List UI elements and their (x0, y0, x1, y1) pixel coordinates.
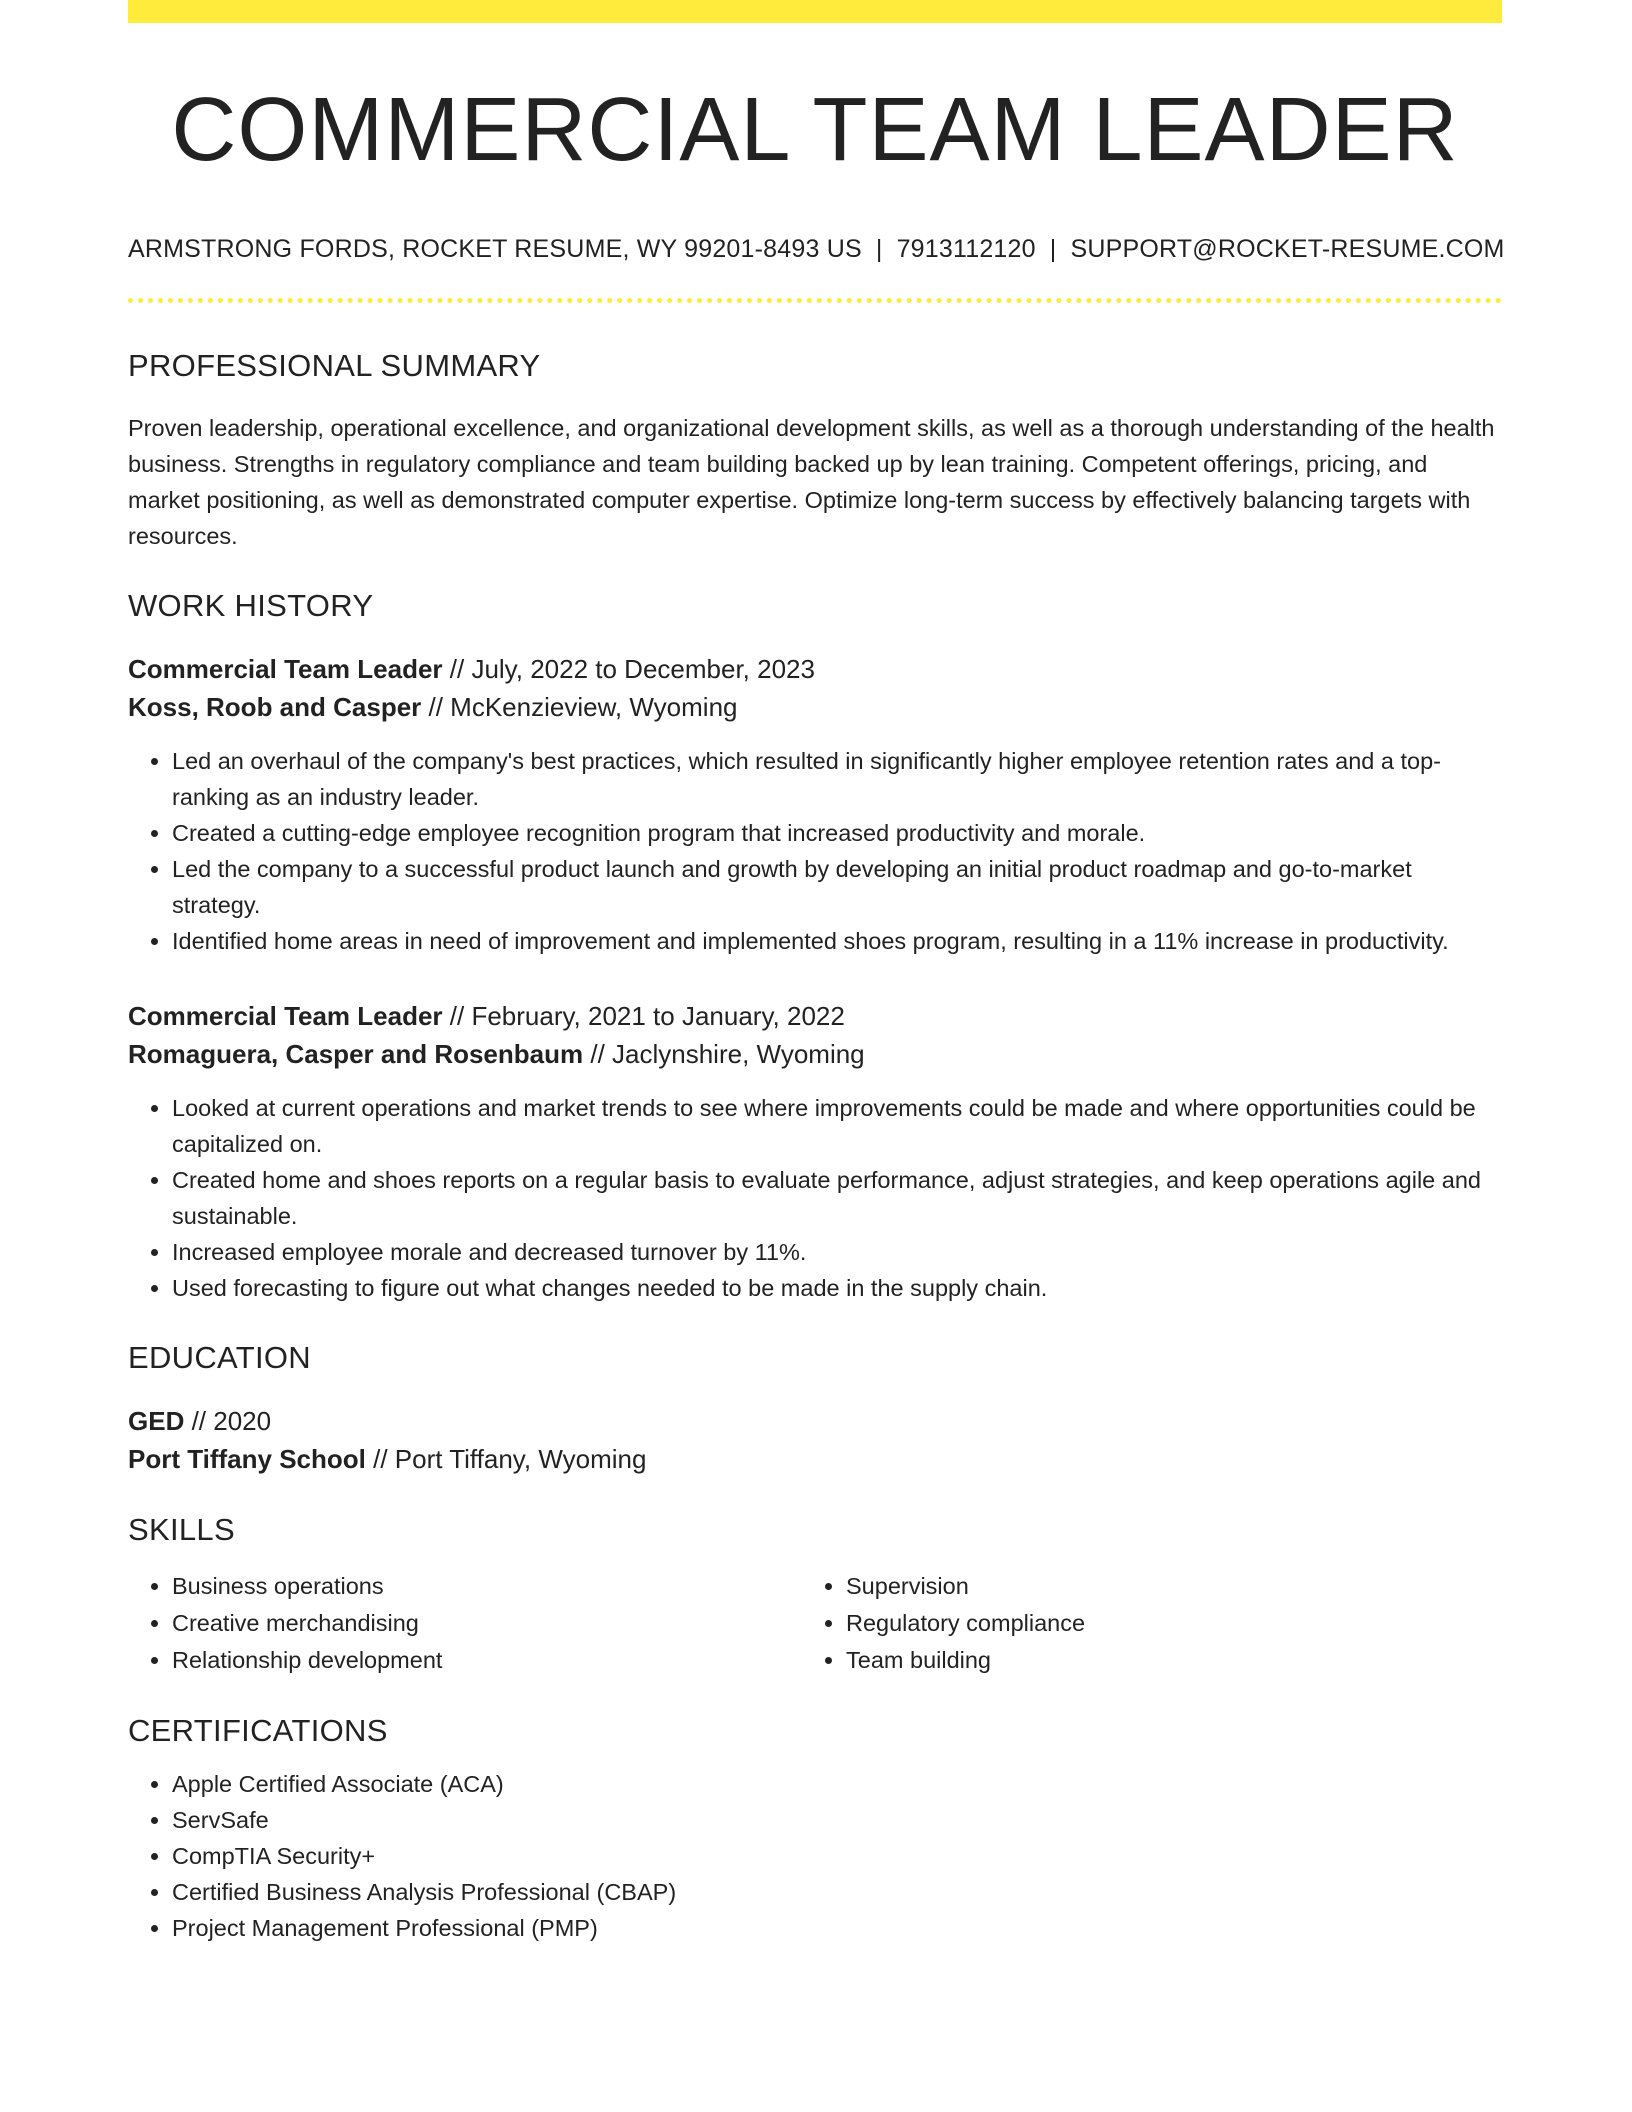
skills-list-right (802, 1568, 1476, 1679)
job-company-line (128, 688, 1502, 726)
certifications-list (128, 1766, 1502, 1946)
job-location: // McKenzieview, Wyoming (421, 692, 738, 722)
job-role: Commercial Team Leader (128, 654, 443, 684)
work-history-heading: WORK HISTORY (128, 588, 374, 623)
certification-item: • Project Management Professional (PMP) (172, 1910, 1502, 1946)
job-bullet: • Increased employee morale and decreased turnover by 11%. (172, 1234, 1502, 1270)
education-section (128, 1340, 1502, 1478)
job-bullets (128, 743, 1502, 959)
resume-page (128, 0, 1505, 1946)
skill-item: • Team building (846, 1642, 1476, 1679)
job-bullet: • Used forecasting to figure out what changes needed to be made in the supply chain. (172, 1270, 1502, 1306)
dotted-divider (128, 298, 1502, 303)
skill-item: • Supervision (846, 1568, 1476, 1605)
skills-heading: SKILLS (128, 1512, 235, 1547)
certification-item: • ServSafe (172, 1802, 1502, 1838)
job-company: Koss, Roob and Casper (128, 692, 422, 722)
education-degree: GED (128, 1406, 185, 1436)
resume-title: COMMERCIAL TEAM LEADER (171, 80, 1459, 180)
education-school-line (128, 1440, 1502, 1478)
job-entry (128, 997, 1502, 1306)
summary-section (128, 348, 1502, 554)
summary-text: Proven leadership, operational excellence, and organizational development skills, as well as a thorough understanding of the health business. Strengths in regulatory compliance and team building backed up by lean training. Competent offerings, pricing, and market positioning, as well as demonstrated computer expertise. Optimize long-term success by effectively balancing targets with resources. (128, 415, 1495, 549)
skills-section (128, 1512, 1502, 1679)
summary-heading: PROFESSIONAL SUMMARY (128, 348, 541, 383)
job-company-line (128, 1035, 1502, 1073)
skill-item: • Regulatory compliance (846, 1605, 1476, 1642)
certification-item: • Certified Business Analysis Professional (CBAP) (172, 1874, 1502, 1910)
job-bullet: • Led the company to a successful product launch and growth by developing an initial product roadmap and go-to-market strategy. (172, 851, 1502, 923)
education-degree-line (128, 1402, 1502, 1440)
job-bullet: • Identified home areas in need of improvement and implemented shoes program, resulting in a 11% increase in productivity. (172, 923, 1502, 959)
job-bullets (128, 1090, 1502, 1306)
job-bullet: • Created a cutting-edge employee recognition program that increased productivity and morale. (172, 815, 1502, 851)
contact-address: ARMSTRONG FORDS, ROCKET RESUME, WY 99201-8493 US (128, 235, 862, 263)
job-role-line (128, 997, 1502, 1035)
contact-line (128, 235, 1505, 264)
job-bullet: • Led an overhaul of the company's best practices, which resulted in significantly higher employee retention rates and a top-ranking as an industry leader. (172, 743, 1502, 815)
job-company: Romaguera, Casper and Rosenbaum (128, 1039, 584, 1069)
job-bullet: • Created home and shoes reports on a regular basis to evaluate performance, adjust strategies, and keep operations agile and sustainable. (172, 1162, 1502, 1234)
certification-item: • CompTIA Security+ (172, 1838, 1502, 1874)
job-entry (128, 650, 1502, 959)
education-heading: EDUCATION (128, 1340, 311, 1375)
skills-columns (128, 1568, 1502, 1679)
education-location: // Port Tiffany, Wyoming (365, 1444, 647, 1474)
job-role-line (128, 650, 1502, 688)
education-school: Port Tiffany School (128, 1444, 366, 1474)
job-role: Commercial Team Leader (128, 1001, 443, 1031)
accent-top-bar (128, 0, 1502, 23)
contact-email: SUPPORT@ROCKET-RESUME.COM (1070, 235, 1505, 263)
skill-item: • Creative merchandising (172, 1605, 802, 1642)
job-bullet: • Looked at current operations and market trends to see where improvements could be made and where opportunities could be capitalized on. (172, 1090, 1502, 1162)
education-entry (128, 1402, 1502, 1478)
skills-list-left (128, 1568, 802, 1679)
certifications-section (128, 1713, 1502, 1946)
job-dates: // July, 2022 to December, 2023 (442, 654, 815, 684)
skill-item: • Relationship development (172, 1642, 802, 1679)
education-year: // 2020 (184, 1406, 272, 1436)
work-history-section (128, 588, 1502, 1306)
contact-phone: 7913112120 (896, 235, 1036, 263)
job-location: // Jaclynshire, Wyoming (583, 1039, 865, 1069)
certifications-heading: CERTIFICATIONS (128, 1713, 388, 1748)
job-dates: // February, 2021 to January, 2022 (442, 1001, 845, 1031)
skill-item: • Business operations (172, 1568, 802, 1605)
certification-item: • Apple Certified Associate (ACA) (172, 1766, 1502, 1802)
contact-separator: | (875, 235, 883, 263)
contact-separator: | (1049, 235, 1057, 263)
